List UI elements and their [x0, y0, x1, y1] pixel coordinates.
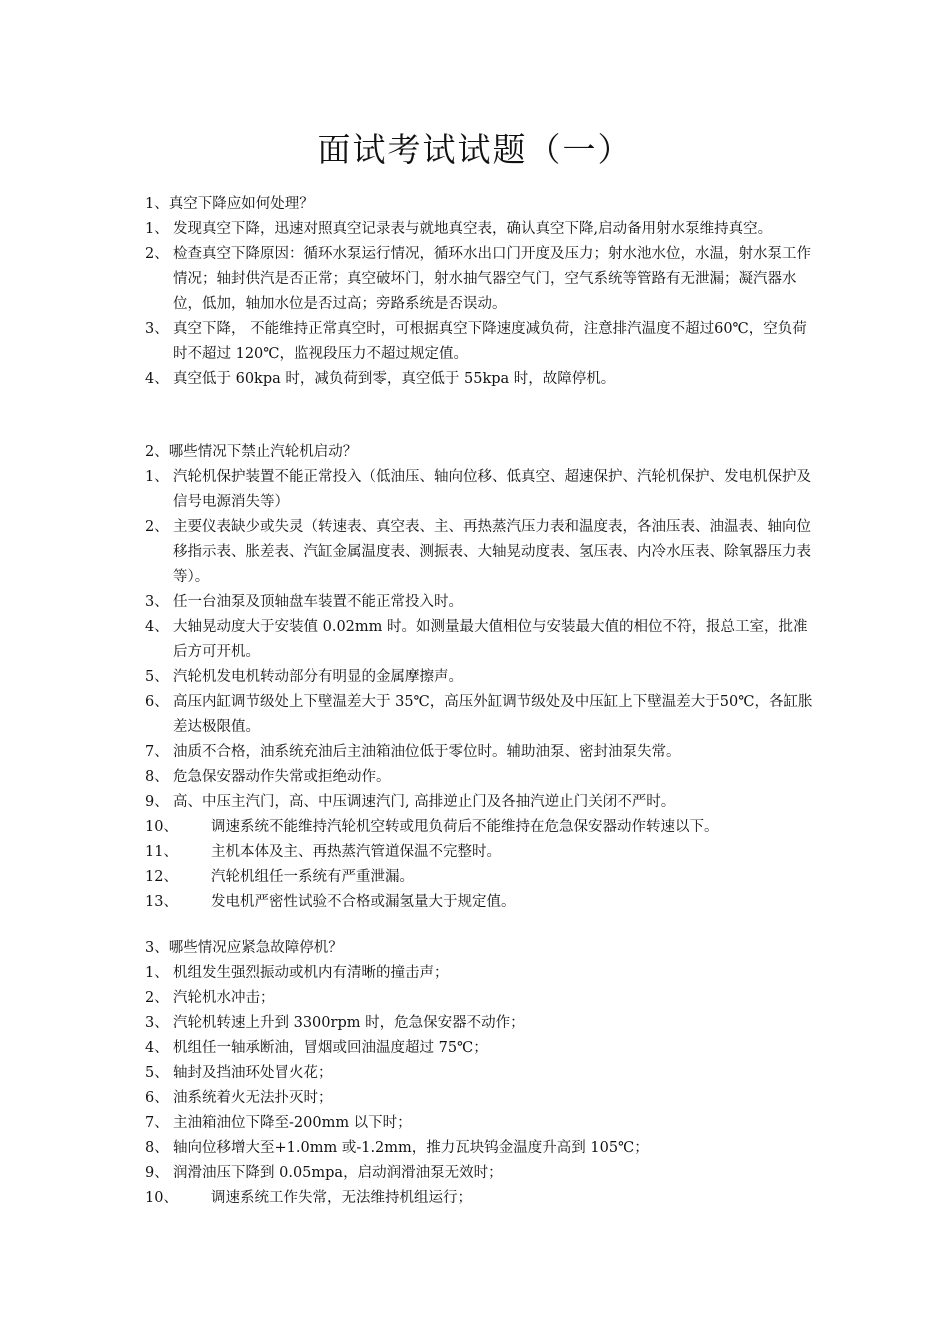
answer-item: [145, 790, 815, 815]
item-number: 6、: [145, 1090, 169, 1106]
item-number: 7、: [145, 1115, 169, 1131]
item-number: 10、: [145, 819, 178, 835]
item-text: 汽轮机组任一系统有严重泄漏。: [211, 869, 414, 885]
item-number: 1、: [145, 469, 169, 485]
item-number: 5、: [145, 669, 169, 685]
item-number: 3、: [145, 594, 169, 610]
item-number: 13、: [145, 894, 178, 910]
item-number: 3、: [145, 1015, 169, 1031]
item-number: 9、: [145, 794, 169, 810]
item-number: 1、: [145, 221, 169, 237]
item-text: 危急保安器动作失常或拒绝动作。: [173, 769, 391, 785]
answer-item: [145, 367, 815, 392]
answer-item: [145, 590, 815, 615]
item-text: 汽轮机水冲击；: [173, 990, 275, 1006]
item-number: 5、: [145, 1065, 169, 1081]
question-heading: 2、哪些情况下禁止汽轮机启动？: [145, 444, 358, 460]
item-number: 9、: [145, 1165, 169, 1181]
answer-item: [145, 690, 815, 740]
answer-item: [145, 865, 815, 890]
answer-item: [145, 815, 815, 840]
answer-item: [145, 515, 815, 590]
item-text: 汽轮机保护装置不能正常投入（低油压、轴向位移、低真空、超速保护、汽轮机保护、发电机保护及信号电源消失等）: [173, 469, 811, 510]
item-number: 2、: [145, 246, 169, 262]
question-section-1: [145, 192, 815, 392]
answer-item: [145, 242, 815, 317]
answer-item: [145, 1161, 815, 1186]
item-text: 润滑油压下降到 0.05mpa，启动润滑油泵无效时；: [173, 1165, 503, 1181]
answer-item: [145, 317, 815, 367]
answer-item: [145, 1111, 815, 1136]
answer-item: [145, 217, 815, 242]
item-text: 汽轮机发电机转动部分有明显的金属摩擦声。: [173, 669, 463, 685]
item-number: 12、: [145, 869, 178, 885]
item-text: 油系统着火无法扑灭时；: [173, 1090, 333, 1106]
item-text: 汽轮机转速上升到 3300rpm 时，危急保安器不动作；: [173, 1015, 525, 1031]
item-text: 发电机严密性试验不合格或漏氢量大于规定值。: [211, 894, 516, 910]
item-text: 轴封及挡油环处冒火花；: [173, 1065, 333, 1081]
item-text: 高、中压主汽门，高、中压调速汽门, 高排逆止门及各抽汽逆止门关闭不严时。: [173, 794, 676, 810]
item-text: 高压内缸调节级处上下壁温差大于 35℃，高压外缸调节级处及中压缸上下壁温差大于50℃，各缸胀差达极限值。: [173, 694, 813, 735]
item-number: 4、: [145, 371, 169, 387]
item-number: 4、: [145, 1040, 169, 1056]
item-number: 8、: [145, 1140, 169, 1156]
item-text: 主机本体及主、再热蒸汽管道保温不完整时。: [211, 844, 501, 860]
answer-item: [145, 961, 815, 986]
item-text: 真空下降， 不能维持正常真空时，可根据真空下降速度减负荷，注意排汽温度不超过60℃，空负荷时不超过 120℃，监视段压力不超过规定值。: [173, 321, 807, 362]
item-number: 1、: [145, 965, 169, 981]
question-heading: 3、哪些情况应紧急故障停机？: [145, 940, 343, 956]
answer-item: [145, 740, 815, 765]
item-number: 11、: [145, 844, 178, 860]
answer-item: [145, 765, 815, 790]
question-section-3: [145, 936, 815, 1211]
item-number: 8、: [145, 769, 169, 785]
item-number: 4、: [145, 619, 169, 635]
item-text: 机组任一轴承断油，冒烟或回油温度超过 75℃；: [173, 1040, 488, 1056]
item-text: 发现真空下降，迅速对照真空记录表与就地真空表，确认真空下降,启动备用射水泵维持真空。: [173, 221, 773, 237]
item-number: 10、: [145, 1190, 178, 1206]
item-text: 油质不合格，油系统充油后主油箱油位低于零位时。辅助油泵、密封油泵失常。: [173, 744, 681, 760]
answer-item: [145, 1086, 815, 1111]
answer-item: [145, 1036, 815, 1061]
question-section-2: [145, 440, 815, 915]
item-text: 机组发生强烈振动或机内有清晰的撞击声；: [173, 965, 449, 981]
item-text: 真空低于 60kpa 时，减负荷到零，真空低于 55kpa 时，故障停机。: [173, 371, 616, 387]
answer-item: [145, 840, 815, 865]
answer-item: [145, 465, 815, 515]
answer-item: [145, 1061, 815, 1086]
item-text: 调速系统不能维持汽轮机空转或甩负荷后不能维持在危急保安器动作转速以下。: [211, 819, 719, 835]
item-number: 6、: [145, 694, 169, 710]
item-number: 2、: [145, 990, 169, 1006]
item-text: 任一台油泵及顶轴盘车装置不能正常投入时。: [173, 594, 463, 610]
answer-item: [145, 1186, 815, 1211]
item-text: 主要仪表缺少或失灵（转速表、真空表、主、再热蒸汽压力表和温度表，各油压表、油温表、轴向位移指示表、胀差表、汽缸金属温度表、测振表、大轴晃动度表、氢压表、内冷水压表、除氧器压力表等）。: [173, 519, 811, 585]
answer-item: [145, 986, 815, 1011]
item-text: 轴向位移增大至+1.0mm 或-1.2mm，推力瓦块钨金温度升高到 105℃；: [173, 1140, 649, 1156]
item-text: 主油箱油位下降至-200mm 以下时；: [173, 1115, 412, 1131]
answer-item: [145, 890, 815, 915]
item-text: 检查真空下降原因：循环水泵运行情况，循环水出口门开度及压力；射水池水位，水温，射水泵工作情况；轴封供汽是否正常；真空破坏门，射水抽气器空气门，空气系统等管路有无泄漏；凝汽器水位，低加，轴加水位是否过高；旁路系统是否误动。: [173, 246, 811, 312]
item-number: 7、: [145, 744, 169, 760]
answer-item: [145, 1011, 815, 1036]
item-number: 2、: [145, 519, 169, 535]
page-title: 面试考试试题（一）: [317, 130, 633, 169]
answer-item: [145, 665, 815, 690]
answer-item: [145, 1136, 815, 1161]
item-number: 3、: [145, 321, 169, 337]
answer-item: [145, 615, 815, 665]
item-text: 大轴晃动度大于安装值 0.02mm 时。如测量最大值相位与安装最大值的相位不符，报总工室，批准后方可开机。: [173, 619, 808, 660]
question-heading: 1、真空下降应如何处理？: [145, 196, 314, 212]
item-text: 调速系统工作失常，无法维持机组运行；: [211, 1190, 472, 1206]
